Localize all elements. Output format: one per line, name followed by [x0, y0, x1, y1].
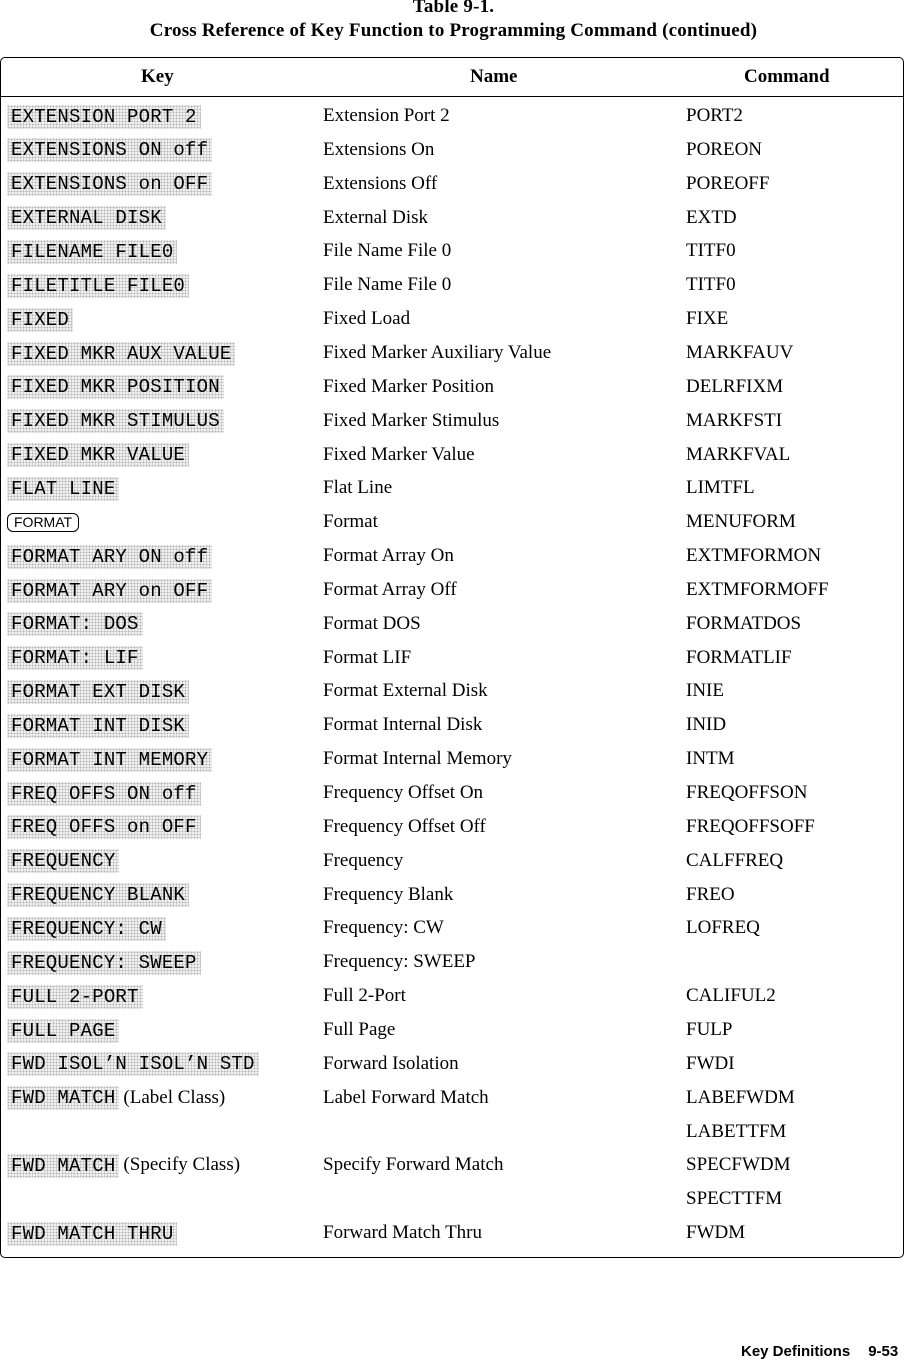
table-row: [1, 708, 903, 741]
table-row: [1, 268, 903, 301]
table-row: [1, 911, 903, 944]
command-cell: FREQOFFSON: [686, 782, 808, 803]
key-cell: [7, 539, 212, 572]
softkey-label: FORMAT ARY on OFF: [7, 579, 212, 603]
key-cell: [7, 302, 73, 335]
table-row: [1, 979, 903, 1012]
key-cell: [7, 99, 201, 132]
table-row: [1, 336, 903, 369]
name-cell: Extension Port 2: [323, 105, 450, 126]
name-cell: Format LIF: [323, 646, 412, 668]
table-row: [1, 1013, 903, 1046]
command-cell: FORMATLIF: [686, 646, 792, 668]
command-cell: EXTD: [686, 206, 737, 228]
softkey-label: FIXED MKR STIMULUS: [7, 409, 224, 433]
key-cell: [7, 607, 143, 640]
table-row: [1, 878, 903, 911]
softkey-label: EXTENSIONS ON off: [7, 138, 212, 162]
table-row: [1, 1115, 903, 1148]
name-cell: Format Internal Memory: [323, 748, 512, 770]
command-cell: EXTMFORMON: [686, 545, 822, 567]
table-row: [1, 674, 903, 707]
command-cell: FIXE: [686, 308, 729, 330]
name-cell: Fixed Load: [323, 308, 411, 330]
key-cell: [7, 979, 143, 1012]
key-cell: [7, 674, 189, 707]
name-cell: Specify Forward Match: [323, 1154, 504, 1176]
table-title: Cross Reference of Key Function to Programming Command (continued): [149, 20, 758, 41]
command-cell: LABETTFM: [686, 1120, 787, 1142]
table-row: [1, 607, 903, 640]
command-cell: FREQOFFSOFF: [686, 815, 815, 837]
softkey-label: FREQ OFFS ON off: [7, 782, 201, 806]
table-header: [1, 58, 903, 97]
softkey-label: FORMAT EXT DISK: [7, 680, 189, 704]
key-cell: [7, 708, 189, 741]
name-cell: Fixed Marker Position: [323, 375, 494, 397]
table-row: [1, 302, 903, 335]
key-cell: [7, 201, 166, 234]
name-cell: Forward Isolation: [323, 1052, 459, 1074]
name-cell: Format External Disk: [323, 680, 488, 702]
key-cell: [7, 404, 224, 437]
command-cell: SPECFWDM: [686, 1154, 791, 1176]
name-cell: Fixed Marker Stimulus: [323, 409, 500, 431]
name-cell: Extensions Off: [323, 172, 438, 194]
table-row: [1, 201, 903, 234]
name-cell: Frequency: SWEEP: [323, 951, 476, 973]
name-cell: Frequency: CW: [323, 917, 444, 939]
name-cell: Format Array Off: [323, 578, 457, 600]
command-cell: MARKFVAL: [686, 443, 791, 465]
key-cell: [7, 810, 201, 843]
name-cell: Fixed Marker Value: [323, 443, 475, 465]
command-cell: MENUFORM: [686, 511, 796, 533]
table-row: [1, 370, 903, 403]
command-cell: EXTMFORMOFF: [686, 578, 829, 600]
column-header-key: Key: [141, 66, 174, 87]
table-row: [1, 167, 903, 200]
name-cell: Label Forward Match: [323, 1086, 489, 1108]
key-class-note: (Specify Class): [123, 1154, 241, 1176]
table-row: [1, 133, 903, 166]
page-footer: [741, 1343, 898, 1360]
command-cell: FREO: [686, 883, 735, 905]
key-cell: [7, 776, 201, 809]
softkey-label: FWD MATCH: [7, 1154, 119, 1178]
key-cell: [7, 844, 119, 877]
key-cell: [7, 234, 177, 267]
command-cell: POREOFF: [686, 172, 770, 194]
softkey-label: FULL 2-PORT: [7, 985, 143, 1009]
softkey-label: FLAT LINE: [7, 477, 119, 501]
column-header-name: Name: [470, 66, 518, 87]
table-row: [1, 505, 903, 538]
command-cell: LOFREQ: [686, 917, 760, 939]
softkey-label: FREQUENCY: SWEEP: [7, 951, 201, 975]
table-row: [1, 776, 903, 809]
cross-reference-table: [0, 57, 904, 1258]
softkey-label: EXTERNAL DISK: [7, 206, 166, 230]
command-cell: FWDI: [686, 1052, 735, 1074]
softkey-label: FWD ISOL’N ISOL’N STD: [7, 1052, 259, 1076]
key-cell: [7, 1216, 177, 1249]
command-cell: INID: [686, 714, 727, 736]
softkey-label: FREQUENCY BLANK: [7, 883, 189, 907]
name-cell: Format: [323, 511, 378, 533]
name-cell: Format Internal Disk: [323, 714, 483, 736]
key-cell: [7, 505, 79, 538]
softkey-label: FWD MATCH THRU: [7, 1222, 177, 1246]
page-number: 9-53: [868, 1343, 899, 1360]
name-cell: Format Array On: [323, 545, 454, 567]
name-cell: Flat Line: [323, 477, 393, 499]
softkey-label: FORMAT: DOS: [7, 612, 143, 636]
key-cell: [7, 133, 212, 166]
table-row: [1, 1148, 903, 1181]
table-row: [1, 844, 903, 877]
softkey-label: FIXED MKR AUX VALUE: [7, 342, 235, 366]
key-cell: [7, 471, 119, 504]
command-cell: FWDM: [686, 1222, 746, 1244]
softkey-label: FREQUENCY: [7, 849, 119, 873]
hardkey-label: FORMAT: [7, 513, 79, 532]
softkey-label: FILENAME FILE0: [7, 240, 177, 264]
command-cell: DELRFIXM: [686, 375, 784, 397]
name-cell: Fixed Marker Auxiliary Value: [323, 341, 552, 363]
table-row: [1, 1182, 903, 1215]
softkey-label: FREQ OFFS on OFF: [7, 815, 201, 839]
softkey-label: FIXED: [7, 308, 73, 332]
key-cell: [7, 1081, 225, 1114]
key-cell: [7, 1148, 240, 1181]
command-cell: FORMATDOS: [686, 612, 802, 634]
table-row: [1, 1047, 903, 1080]
key-cell: [7, 268, 189, 301]
command-cell: LABEFWDM: [686, 1086, 795, 1108]
table-row: [1, 1081, 903, 1114]
table-number: Table 9-1.: [412, 0, 495, 17]
key-cell: [7, 641, 143, 674]
footer-section: Key Definitions: [741, 1343, 851, 1360]
table-row: [1, 404, 903, 437]
softkey-label: FREQUENCY: CW: [7, 917, 166, 941]
table-row: [1, 1216, 903, 1249]
softkey-label: FWD MATCH: [7, 1086, 119, 1110]
key-cell: [7, 167, 212, 200]
key-cell: [7, 336, 235, 369]
command-cell: CALIFUL2: [686, 985, 776, 1007]
name-cell: Forward Match Thru: [323, 1222, 483, 1244]
name-cell: File Name File 0: [323, 240, 452, 262]
softkey-label: FIXED MKR VALUE: [7, 443, 189, 467]
key-cell: [7, 573, 212, 606]
command-cell: SPECTTFM: [686, 1188, 783, 1210]
table-row: [1, 742, 903, 775]
name-cell: File Name File 0: [323, 274, 452, 296]
key-cell: [7, 1047, 259, 1080]
command-cell: MARKFSTI: [686, 409, 783, 431]
table-row: [1, 945, 903, 978]
command-cell: POREON: [686, 138, 763, 160]
softkey-label: FULL PAGE: [7, 1019, 119, 1043]
table-row: [1, 234, 903, 267]
key-cell: [7, 945, 201, 978]
name-cell: Full Page: [323, 1018, 396, 1040]
key-cell: [7, 1013, 119, 1046]
name-cell: Full 2-Port: [323, 985, 406, 1007]
softkey-label: FORMAT ARY ON off: [7, 545, 212, 569]
column-header-command: Command: [744, 66, 830, 87]
command-cell: CALFFREQ: [686, 849, 784, 871]
softkey-label: FILETITLE FILE0: [7, 274, 189, 298]
name-cell: Frequency: [323, 849, 404, 871]
table-row: [1, 573, 903, 606]
command-cell: LIMTFL: [686, 477, 755, 499]
key-cell: [7, 438, 189, 471]
command-cell: PORT2: [686, 105, 743, 126]
softkey-label: EXTENSIONS on OFF: [7, 172, 212, 196]
name-cell: Frequency Offset On: [323, 782, 484, 803]
command-cell: INTM: [686, 748, 735, 770]
name-cell: Extensions On: [323, 138, 435, 160]
table-row: [1, 471, 903, 504]
name-cell: External Disk: [323, 206, 429, 228]
name-cell: Frequency Blank: [323, 883, 454, 905]
table-row: [1, 810, 903, 843]
name-cell: Format DOS: [323, 612, 421, 634]
table-row: [1, 438, 903, 471]
key-cell: [7, 370, 224, 403]
softkey-label: FORMAT INT DISK: [7, 714, 189, 738]
softkey-label: EXTENSION PORT 2: [7, 105, 201, 129]
name-cell: Frequency Offset Off: [323, 815, 486, 837]
command-cell: TITF0: [686, 240, 736, 262]
softkey-label: FORMAT INT MEMORY: [7, 748, 212, 772]
key-cell: [7, 742, 212, 775]
command-cell: MARKFAUV: [686, 341, 794, 363]
table-row: [1, 539, 903, 572]
key-class-note: (Label Class): [123, 1086, 226, 1108]
softkey-label: FIXED MKR POSITION: [7, 375, 224, 399]
table-row: [1, 641, 903, 674]
command-cell: TITF0: [686, 274, 736, 296]
key-cell: [7, 911, 166, 944]
command-cell: FULP: [686, 1018, 733, 1040]
command-cell: INIE: [686, 680, 724, 702]
softkey-label: FORMAT: LIF: [7, 646, 143, 670]
table-row: [1, 99, 903, 132]
key-cell: [7, 878, 189, 911]
